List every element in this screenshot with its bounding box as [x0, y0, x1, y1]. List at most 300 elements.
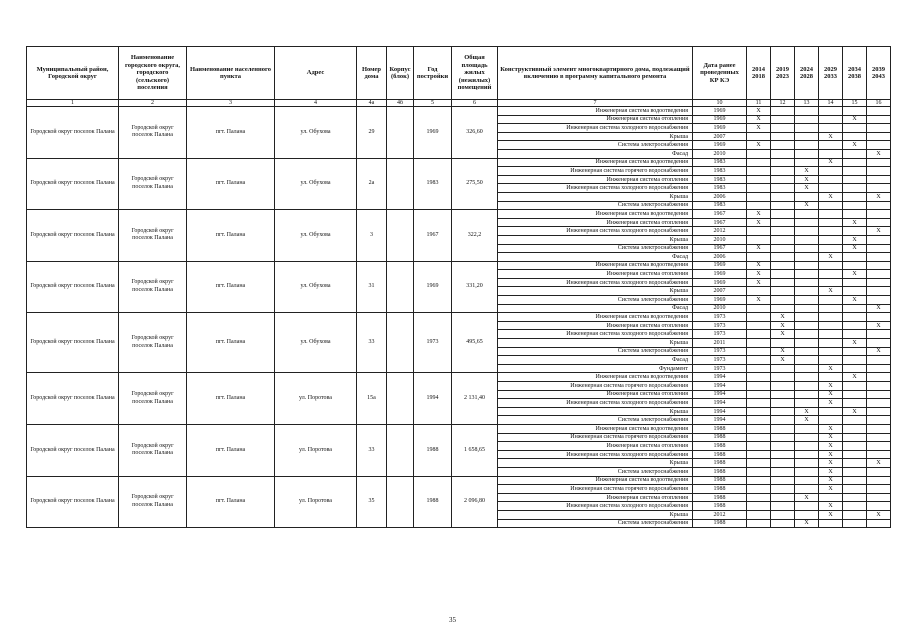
period-mark-cell: [771, 132, 795, 141]
year-cell: 1967: [414, 210, 452, 262]
element-cell: Инженерная система водоотведения: [498, 313, 693, 322]
period-mark-cell: [771, 278, 795, 287]
period-mark-cell: [795, 502, 819, 511]
period-mark-cell: [795, 132, 819, 141]
period-mark-cell: [795, 373, 819, 382]
period-mark-cell: X: [843, 235, 867, 244]
period-mark-cell: [795, 244, 819, 253]
period-mark-cell: [795, 253, 819, 262]
period-mark-cell: [771, 339, 795, 348]
period-mark-cell: [843, 107, 867, 116]
column-number: 11: [747, 100, 771, 107]
period-mark-cell: [867, 433, 891, 442]
area-cell: 322,2: [452, 210, 498, 262]
period-mark-cell: [771, 210, 795, 219]
element-cell: Инженерная система горячего водоснабжения: [498, 382, 693, 391]
period-mark-cell: [867, 356, 891, 365]
period-mark-cell: X: [819, 399, 843, 408]
period-mark-cell: [795, 467, 819, 476]
period-mark-cell: [867, 407, 891, 416]
year-cell: 1969: [414, 107, 452, 159]
period-mark-cell: X: [819, 467, 843, 476]
period-mark-cell: [795, 485, 819, 494]
table-row: [27, 373, 891, 382]
period-mark-cell: [795, 459, 819, 468]
element-cell: Инженерная система холодного водоснабжения: [498, 399, 693, 408]
period-mark-cell: [795, 192, 819, 201]
element-cell: Инженерная система водоотведения: [498, 210, 693, 219]
house-number-cell: 3: [357, 210, 387, 262]
period-mark-cell: [795, 364, 819, 373]
period-mark-cell: [819, 167, 843, 176]
column-number: 15: [843, 100, 867, 107]
element-cell: Инженерная система холодного водоснабжения: [498, 330, 693, 339]
period-mark-cell: [867, 424, 891, 433]
period-mark-cell: [747, 382, 771, 391]
header-address: Адрес: [275, 47, 357, 100]
period-mark-cell: [747, 502, 771, 511]
column-number: 10: [693, 100, 747, 107]
prev-date-cell: 1994: [693, 407, 747, 416]
element-cell: Инженерная система горячего водоснабжения: [498, 433, 693, 442]
prev-date-cell: 1988: [693, 476, 747, 485]
period-mark-cell: [771, 124, 795, 133]
period-mark-cell: [747, 416, 771, 425]
period-mark-cell: [843, 261, 867, 270]
street-cell: ул. Обухова: [275, 158, 357, 210]
period-mark-cell: [747, 510, 771, 519]
column-number: 4: [275, 100, 357, 107]
period-mark-cell: [771, 502, 795, 511]
period-mark-cell: [771, 373, 795, 382]
period-mark-cell: X: [867, 304, 891, 313]
element-cell: Крыша: [498, 339, 693, 348]
period-mark-cell: [771, 407, 795, 416]
settlement-cell: Городской округ поселок Палана: [119, 158, 187, 210]
period-mark-cell: [771, 382, 795, 391]
period-mark-cell: [747, 356, 771, 365]
period-mark-cell: [819, 339, 843, 348]
prev-date-cell: 2012: [693, 510, 747, 519]
period-mark-cell: [867, 330, 891, 339]
period-mark-cell: [747, 390, 771, 399]
period-mark-cell: X: [867, 149, 891, 158]
period-mark-cell: [867, 158, 891, 167]
period-mark-cell: [747, 407, 771, 416]
block-cell: [387, 313, 414, 373]
element-cell: Инженерная система холодного водоснабжения: [498, 450, 693, 459]
block-cell: [387, 158, 414, 210]
prev-date-cell: 2007: [693, 132, 747, 141]
column-number: 4а: [357, 100, 387, 107]
period-mark-cell: X: [771, 321, 795, 330]
element-cell: Система электроснабжения: [498, 416, 693, 425]
period-mark-cell: [771, 416, 795, 425]
period-mark-cell: [795, 424, 819, 433]
period-mark-cell: [795, 149, 819, 158]
period-mark-cell: [867, 201, 891, 210]
element-cell: Инженерная система горячего водоснабжения: [498, 485, 693, 494]
period-mark-cell: [771, 424, 795, 433]
period-mark-cell: [843, 313, 867, 322]
locality-cell: пгт. Палана: [187, 107, 275, 159]
period-mark-cell: [867, 442, 891, 451]
element-cell: Крыша: [498, 235, 693, 244]
period-mark-cell: [771, 184, 795, 193]
settlement-cell: Городской округ поселок Палана: [119, 373, 187, 425]
period-mark-cell: [795, 287, 819, 296]
period-mark-cell: [795, 450, 819, 459]
table-row: [27, 476, 891, 485]
period-mark-cell: [867, 244, 891, 253]
period-mark-cell: X: [771, 356, 795, 365]
district-cell: Городской округ поселок Палана: [27, 476, 119, 528]
period-mark-cell: [771, 476, 795, 485]
period-mark-cell: [747, 519, 771, 528]
period-mark-cell: [819, 321, 843, 330]
period-mark-cell: [795, 107, 819, 116]
table-row: [27, 424, 891, 433]
period-mark-cell: [819, 201, 843, 210]
period-mark-cell: [843, 364, 867, 373]
period-mark-cell: [795, 390, 819, 399]
period-mark-cell: [819, 493, 843, 502]
element-cell: Инженерная система отопления: [498, 442, 693, 451]
period-mark-cell: [771, 141, 795, 150]
table-row: [27, 107, 891, 116]
period-mark-cell: [843, 442, 867, 451]
prev-date-cell: 2012: [693, 227, 747, 236]
period-mark-cell: [867, 313, 891, 322]
period-mark-cell: [843, 124, 867, 133]
period-mark-cell: X: [747, 270, 771, 279]
area-cell: 275,50: [452, 158, 498, 210]
period-mark-cell: X: [867, 510, 891, 519]
period-mark-cell: [795, 313, 819, 322]
period-mark-cell: [795, 476, 819, 485]
period-mark-cell: [867, 450, 891, 459]
period-mark-cell: [843, 347, 867, 356]
period-mark-cell: [867, 364, 891, 373]
prev-date-cell: 1967: [693, 218, 747, 227]
year-cell: 1983: [414, 158, 452, 210]
period-mark-cell: [771, 450, 795, 459]
period-mark-cell: [747, 339, 771, 348]
element-cell: Инженерная система холодного водоснабжения: [498, 184, 693, 193]
prev-date-cell: 1994: [693, 416, 747, 425]
period-mark-cell: [867, 476, 891, 485]
element-cell: Инженерная система отопления: [498, 321, 693, 330]
period-mark-cell: [843, 149, 867, 158]
period-mark-cell: [771, 218, 795, 227]
prev-date-cell: 1969: [693, 124, 747, 133]
table-row: [27, 158, 891, 167]
locality-cell: пгт. Палана: [187, 373, 275, 425]
period-mark-cell: [819, 304, 843, 313]
period-mark-cell: [771, 235, 795, 244]
block-cell: [387, 424, 414, 476]
period-mark-cell: [795, 510, 819, 519]
header-period-2034: 2034 2038: [843, 47, 867, 100]
prev-date-cell: 1988: [693, 424, 747, 433]
element-cell: Инженерная система холодного водоснабжения: [498, 502, 693, 511]
period-mark-cell: [819, 218, 843, 227]
header-district: Муниципальный район, Городской округ: [27, 47, 119, 100]
period-mark-cell: [747, 149, 771, 158]
header-block: Корпус (блок): [387, 47, 414, 100]
period-mark-cell: [867, 218, 891, 227]
period-mark-cell: [843, 467, 867, 476]
period-mark-cell: X: [819, 510, 843, 519]
period-mark-cell: X: [747, 107, 771, 116]
element-cell: Крыша: [498, 287, 693, 296]
year-cell: 1969: [414, 261, 452, 313]
element-cell: Инженерная система отопления: [498, 493, 693, 502]
prev-date-cell: 1988: [693, 519, 747, 528]
locality-cell: пгт. Палана: [187, 424, 275, 476]
capital-repair-register: [26, 46, 891, 528]
period-mark-cell: [795, 227, 819, 236]
period-mark-cell: [747, 321, 771, 330]
period-mark-cell: [819, 210, 843, 219]
period-mark-cell: X: [747, 261, 771, 270]
period-mark-cell: [867, 184, 891, 193]
period-mark-cell: [771, 459, 795, 468]
period-mark-cell: [747, 253, 771, 262]
period-mark-cell: X: [747, 244, 771, 253]
prev-date-cell: 1967: [693, 210, 747, 219]
element-cell: Инженерная система водоотведения: [498, 107, 693, 116]
year-cell: 1973: [414, 313, 452, 373]
element-cell: Инженерная система холодного водоснабжения: [498, 227, 693, 236]
period-mark-cell: [843, 382, 867, 391]
element-cell: Инженерная система водоотведения: [498, 424, 693, 433]
element-cell: Инженерная система холодного водоснабжения: [498, 278, 693, 287]
period-mark-cell: X: [819, 253, 843, 262]
element-cell: Инженерная система отопления: [498, 390, 693, 399]
period-mark-cell: X: [819, 364, 843, 373]
area-cell: 331,20: [452, 261, 498, 313]
settlement-cell: Городской округ поселок Палана: [119, 313, 187, 373]
period-mark-cell: X: [795, 493, 819, 502]
period-mark-cell: [843, 399, 867, 408]
period-mark-cell: [819, 519, 843, 528]
period-mark-cell: [747, 450, 771, 459]
table-row: [27, 313, 891, 322]
period-mark-cell: [747, 424, 771, 433]
street-cell: ул. Обухова: [275, 210, 357, 262]
period-mark-cell: [867, 132, 891, 141]
settlement-cell: Городской округ поселок Палана: [119, 476, 187, 528]
period-mark-cell: [867, 296, 891, 305]
period-mark-cell: [867, 270, 891, 279]
period-mark-cell: [795, 235, 819, 244]
period-mark-cell: [843, 424, 867, 433]
period-mark-cell: X: [819, 287, 843, 296]
period-mark-cell: [747, 313, 771, 322]
block-cell: [387, 210, 414, 262]
period-mark-cell: [867, 373, 891, 382]
period-mark-cell: [747, 373, 771, 382]
period-mark-cell: X: [867, 227, 891, 236]
period-mark-cell: [771, 467, 795, 476]
area-cell: 326,60: [452, 107, 498, 159]
period-mark-cell: X: [747, 210, 771, 219]
prev-date-cell: 1969: [693, 296, 747, 305]
element-cell: Фасад: [498, 149, 693, 158]
period-mark-cell: [747, 192, 771, 201]
period-mark-cell: [747, 158, 771, 167]
element-cell: Инженерная система водоотведения: [498, 158, 693, 167]
period-mark-cell: X: [795, 184, 819, 193]
period-mark-cell: [771, 107, 795, 116]
register-table: [26, 46, 891, 528]
period-mark-cell: [819, 347, 843, 356]
period-mark-cell: X: [819, 132, 843, 141]
period-mark-cell: [795, 141, 819, 150]
period-mark-cell: [795, 442, 819, 451]
period-mark-cell: [843, 476, 867, 485]
prev-date-cell: 1988: [693, 442, 747, 451]
period-mark-cell: [747, 330, 771, 339]
page-number: 35: [449, 616, 456, 624]
period-mark-cell: [747, 227, 771, 236]
period-mark-cell: [795, 339, 819, 348]
period-mark-cell: [843, 227, 867, 236]
period-mark-cell: [843, 416, 867, 425]
column-number: 6: [452, 100, 498, 107]
period-mark-cell: [819, 261, 843, 270]
period-mark-cell: X: [795, 167, 819, 176]
prev-date-cell: 1983: [693, 175, 747, 184]
period-mark-cell: X: [747, 296, 771, 305]
period-mark-cell: [843, 132, 867, 141]
period-mark-cell: [771, 261, 795, 270]
period-mark-cell: X: [843, 373, 867, 382]
period-mark-cell: [819, 296, 843, 305]
district-cell: Городской округ поселок Палана: [27, 210, 119, 262]
area-cell: 1 658,65: [452, 424, 498, 476]
period-mark-cell: X: [747, 278, 771, 287]
period-mark-cell: [795, 210, 819, 219]
period-mark-cell: [795, 218, 819, 227]
prev-date-cell: 1969: [693, 115, 747, 124]
year-cell: 1988: [414, 424, 452, 476]
header-prev-date: Дата ранее проведенных КР КЭ: [693, 47, 747, 100]
period-mark-cell: [843, 201, 867, 210]
house-number-cell: 31: [357, 261, 387, 313]
period-mark-cell: X: [747, 115, 771, 124]
period-mark-cell: [819, 244, 843, 253]
period-mark-cell: [795, 321, 819, 330]
element-cell: Фасад: [498, 253, 693, 262]
locality-cell: пгт. Палана: [187, 313, 275, 373]
column-number: 16: [867, 100, 891, 107]
house-number-cell: 33: [357, 424, 387, 476]
period-mark-cell: X: [867, 347, 891, 356]
element-cell: Система электроснабжения: [498, 296, 693, 305]
period-mark-cell: [843, 459, 867, 468]
period-mark-cell: [819, 107, 843, 116]
period-mark-cell: [747, 304, 771, 313]
period-mark-cell: [819, 407, 843, 416]
locality-cell: пгт. Палана: [187, 261, 275, 313]
period-mark-cell: [771, 296, 795, 305]
period-mark-cell: [867, 253, 891, 262]
element-cell: Система электроснабжения: [498, 141, 693, 150]
district-cell: Городской округ поселок Палана: [27, 373, 119, 425]
period-mark-cell: [771, 158, 795, 167]
period-mark-cell: [747, 459, 771, 468]
column-number: 1: [27, 100, 119, 107]
period-mark-cell: X: [819, 382, 843, 391]
period-mark-cell: X: [795, 201, 819, 210]
period-mark-cell: [819, 356, 843, 365]
element-cell: Инженерная система водоотведения: [498, 261, 693, 270]
period-mark-cell: [747, 433, 771, 442]
prev-date-cell: 2010: [693, 304, 747, 313]
element-cell: Крыша: [498, 510, 693, 519]
element-cell: Инженерная система отопления: [498, 218, 693, 227]
period-mark-cell: X: [819, 502, 843, 511]
period-mark-cell: [843, 167, 867, 176]
period-mark-cell: [867, 519, 891, 528]
year-cell: 1994: [414, 373, 452, 425]
area-cell: 2 131,40: [452, 373, 498, 425]
period-mark-cell: [867, 493, 891, 502]
period-mark-cell: [747, 476, 771, 485]
period-mark-cell: [819, 149, 843, 158]
period-mark-cell: [747, 175, 771, 184]
block-cell: [387, 373, 414, 425]
period-mark-cell: [747, 167, 771, 176]
period-mark-cell: X: [819, 476, 843, 485]
period-mark-cell: X: [843, 407, 867, 416]
settlement-cell: Городской округ поселок Палана: [119, 107, 187, 159]
period-mark-cell: [843, 356, 867, 365]
header-settlement: Наименование городского округа, городского (сельского) поселения: [119, 47, 187, 100]
element-cell: Система электроснабжения: [498, 201, 693, 210]
period-mark-cell: X: [795, 407, 819, 416]
header-period-2019: 2019 2023: [771, 47, 795, 100]
street-cell: ул. Обухова: [275, 107, 357, 159]
column-number: 12: [771, 100, 795, 107]
settlement-cell: Городской округ поселок Палана: [119, 424, 187, 476]
prev-date-cell: 1988: [693, 493, 747, 502]
column-number: 7: [498, 100, 693, 107]
element-cell: Фасад: [498, 356, 693, 365]
period-mark-cell: X: [819, 485, 843, 494]
period-mark-cell: [771, 304, 795, 313]
period-mark-cell: [843, 493, 867, 502]
prev-date-cell: 1973: [693, 321, 747, 330]
prev-date-cell: 1969: [693, 261, 747, 270]
element-cell: Инженерная система горячего водоснабжения: [498, 167, 693, 176]
period-mark-cell: X: [843, 270, 867, 279]
element-cell: Крыша: [498, 459, 693, 468]
period-mark-cell: X: [819, 433, 843, 442]
period-mark-cell: [843, 485, 867, 494]
prev-date-cell: 1973: [693, 356, 747, 365]
prev-date-cell: 2006: [693, 253, 747, 262]
prev-date-cell: 1994: [693, 399, 747, 408]
period-mark-cell: [795, 158, 819, 167]
period-mark-cell: [843, 502, 867, 511]
element-cell: Система электроснабжения: [498, 467, 693, 476]
prev-date-cell: 1988: [693, 459, 747, 468]
period-mark-cell: [843, 184, 867, 193]
header-row: [27, 47, 891, 100]
